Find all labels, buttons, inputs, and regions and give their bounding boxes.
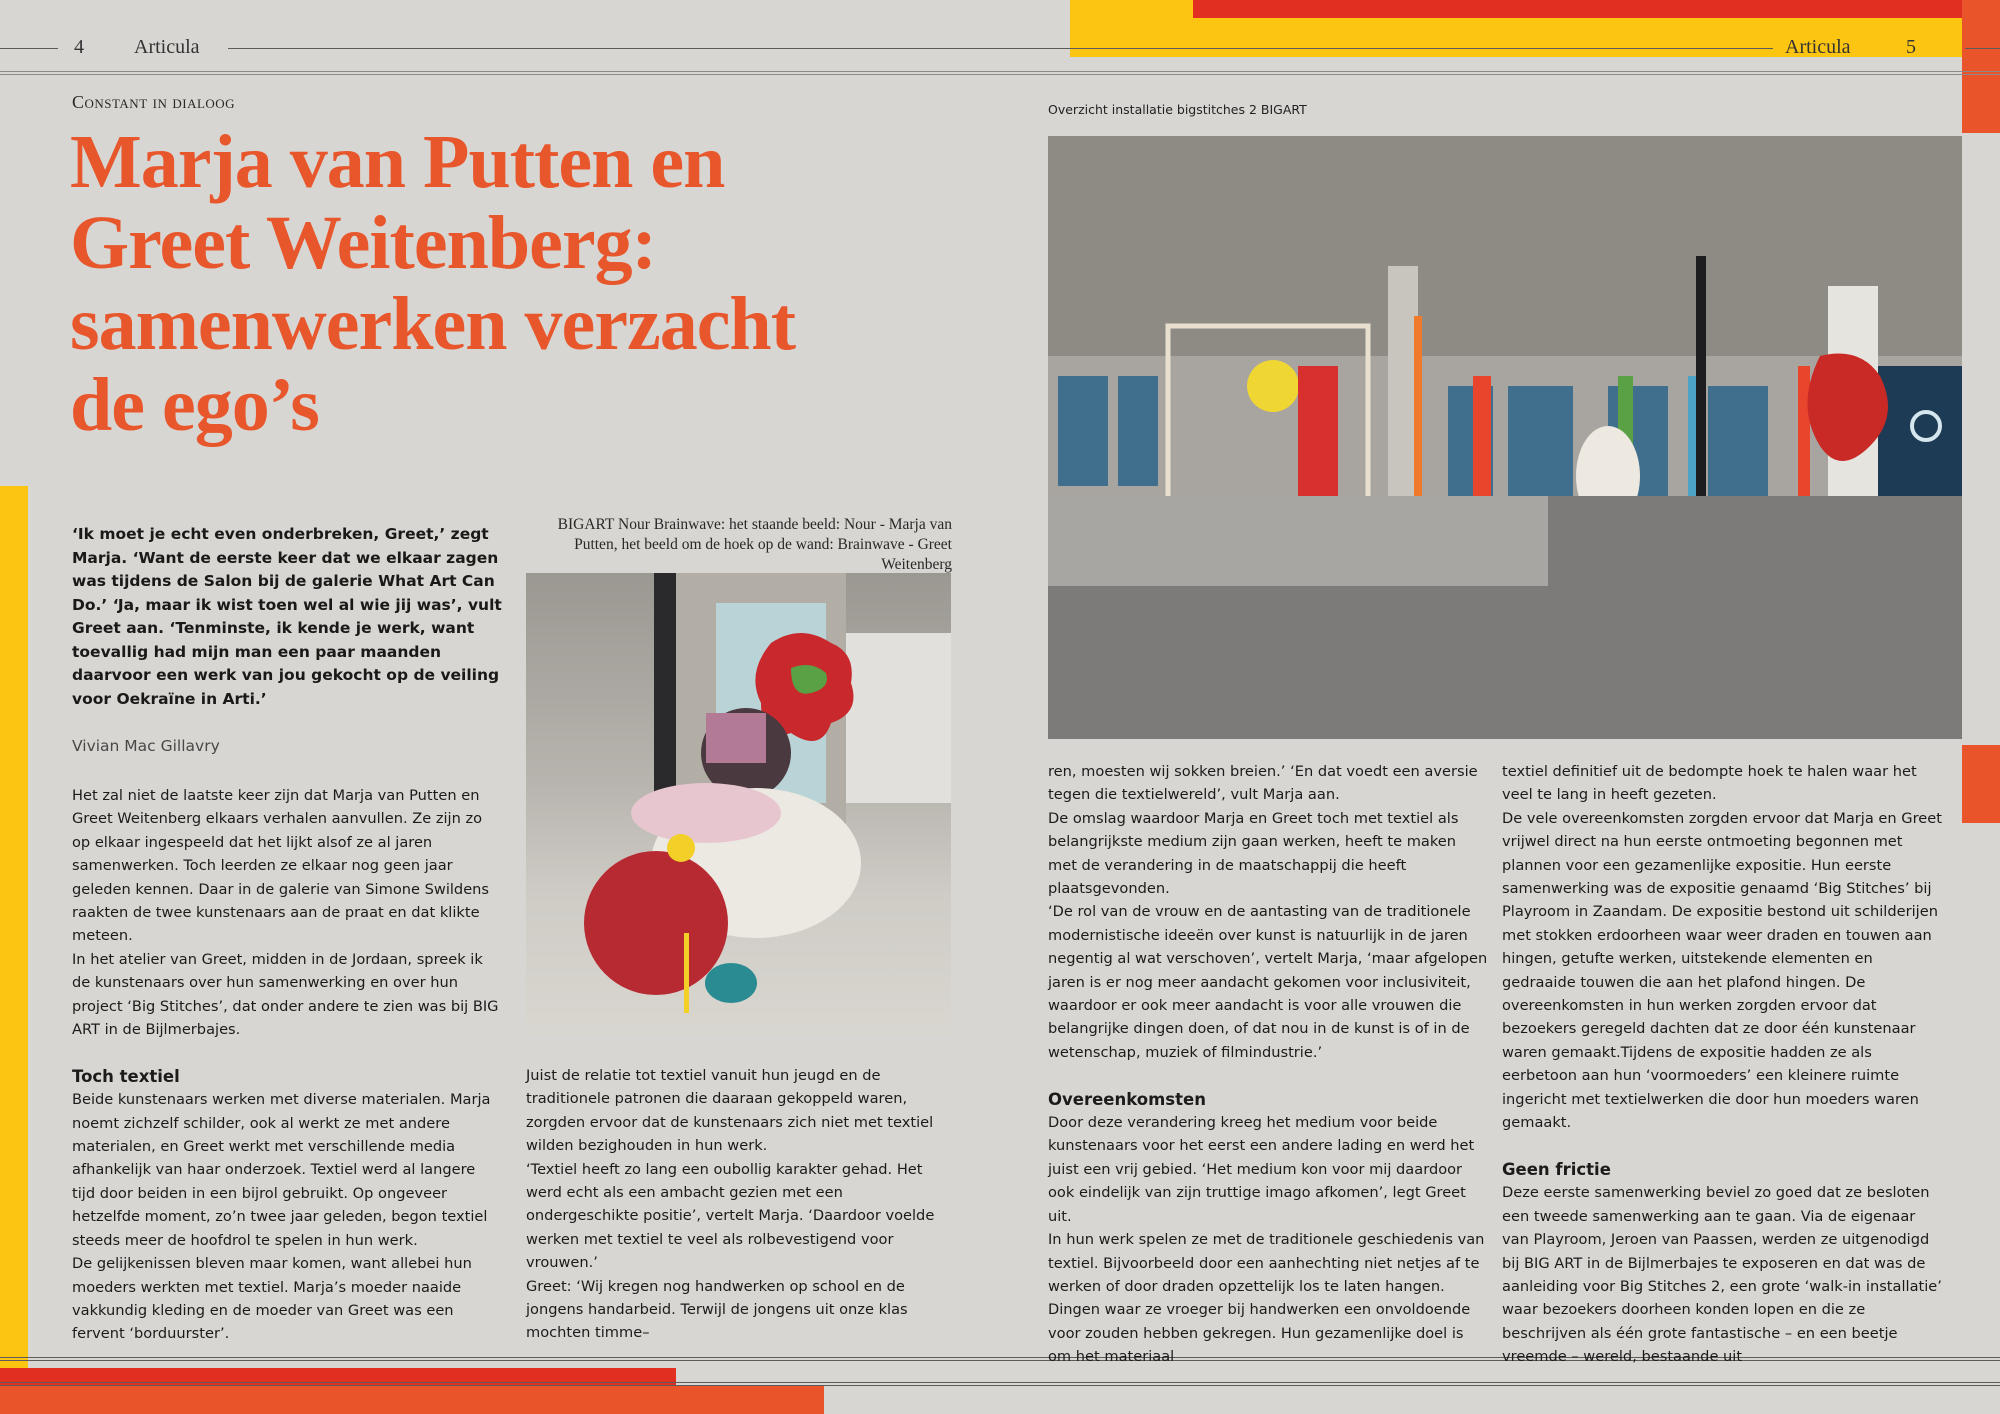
sculpture-photo <box>526 573 951 1035</box>
headline-line: de ego’s <box>70 363 319 447</box>
right-magazine-name: Articula <box>1785 36 1851 58</box>
header-rule <box>0 48 58 49</box>
article-intro: ‘Ik moet je echt even onderbreken, Greet,’ zegt Marja. ‘Want de eerste keer dat we elkaar zagen was tijdens de Salon bij de galerie What Art Can Do.’ ‘Ja, maar ik wist toen wel al wie jij was’, vult Greet aan. ‘Tenminste, ik kende je werk, want toevallig had mijn man een paar maanden daarvoor een werk van jou gekocht op de veiling voor Oekraïne in Arti.’ <box>72 525 502 708</box>
decorative-yellow-bar-left <box>0 486 28 1370</box>
header-rule <box>1965 48 2000 49</box>
header-divider <box>0 74 2000 75</box>
headline-line: Marja van Putten en <box>70 120 725 204</box>
decorative-red-bar-top <box>1193 0 1962 18</box>
paragraph: textiel definitief uit de bedompte hoek te halen waar het veel te lang in heeft gezeten. <box>1502 763 1917 804</box>
subheading-overeenkomsten: Overeenkomsten <box>1048 1089 1206 1109</box>
left-magazine-name: Articula <box>134 36 200 58</box>
paragraph: ren, moesten wij sokken breien.’ ‘En dat voedt een aversie tegen die textielwereld’, vult Marja aan. <box>1048 763 1478 804</box>
text-column-1 <box>72 784 502 1346</box>
decorative-orange-bar-bottom <box>0 1386 824 1414</box>
article-headline <box>70 122 970 446</box>
paragraph: De omslag waardoor Marja en Greet toch met textiel als belangrijkste medium zijn gaan werken, heeft te maken met de verandering in de maatschappij die heeft plaatsgevonden. <box>1048 809 1459 898</box>
paragraph: Juist de relatie tot textiel vanuit hun jeugd en de traditionele patronen die daaraan gekoppeld waren, zorgden ervoor dat de kunstenaars zich niet met textiel wilden bezighouden in hun werk. <box>526 1067 934 1155</box>
paragraph: ‘De rol van de vrouw en de aantasting van de traditionele modernistische ideeën over kunst is natuurlijk in de jaren negentig al wat verschoven’, vertelt Marja, ‘maar afgelopen jaren is er nog meer aandacht gekomen voor inclusiviteit, waardoor er ook meer aandacht is voor alle vrouwen die belangrijke dingen doen, of dat nou in de kunst is of in de wetenschap, muziek of filmindustrie.’ <box>1048 903 1488 1061</box>
headline-line: Greet Weitenberg: <box>70 201 656 285</box>
paragraph: Beide kunstenaars werken met diverse materialen. Marja noemt zichzelf schilder, ook al werkt ze met andere materialen, en Greet werkt met verschillende media afhankelijk van haar onderzoek. Textiel werd al langere tijd door beiden in een bijrol gebruikt. Op ongeveer hetzelfde moment, zo’n twee jaar geleden, begon textiel steeds meer de hoofdrol te spelen in hun werk. <box>72 1091 491 1249</box>
paragraph: In het atelier van Greet, midden in de Jordaan, spreek ik de kunstenaars over hun samenwerking en over hun project ‘Big Stitches’, dat onder andere te zien was bij BIG ART in de Bijlmerbajes. <box>72 950 499 1039</box>
installation-photo-illustration <box>1048 136 1962 739</box>
sculpture-photo-illustration <box>526 573 951 1035</box>
paragraph: De gelijkenissen bleven maar komen, want allebei hun moeders werkten met textiel. Marja’s moeder naaide vakkundig kleding en de moeder van Greet was een fervent ‘borduurster’. <box>72 1255 472 1343</box>
paragraph: Greet: ‘Wij kregen nog handwerken op school en de jongens handarbeid. Terwijl de jongens uit onze klas mochten timme– <box>526 1277 908 1342</box>
header-rule <box>228 48 1773 49</box>
right-page-number: 5 <box>1906 36 1916 58</box>
headline-line: samenwerken verzacht <box>70 282 796 366</box>
subheading-geen-frictie: Geen frictie <box>1502 1159 1611 1179</box>
text-column-3 <box>1048 760 1488 1369</box>
footer-rule <box>0 1382 2000 1383</box>
paragraph: Deze eerste samenwerking beviel zo goed dat ze besloten een tweede samenwerking aan te gaan. Via de eigenaar van Playroom, Jeroen van Paassen, werden ze uitgenodigd bij BIG ART in de Bijlmerbajes te exposeren en dat was de aanleiding voor Big Stitches 2, een grote ‘walk-in installatie’ waar bezoekers doorheen konden lopen en die ze beschrijven als één grote fantastische – en een beetje vreemde – wereld, bestaande uit <box>1502 1184 1942 1366</box>
installation-photo <box>1048 136 1962 739</box>
sculpture-photo-caption: BIGART Nour Brainwave: het staande beeld: Nour - Marja van Putten, het beeld om de hoek op de wand: Brainwave - Greet Weitenberg <box>557 516 952 573</box>
header-divider <box>0 71 2000 72</box>
paragraph: In hun werk spelen ze met de traditionele geschiedenis van textiel. Bijvoorbeeld door een aanhechting niet netjes af te werken of door draden opzettelijk los te laten hangen. Dingen waar ze vroeger bij handwerken een onvoldoende voor zouden hebben gekregen. Hun gezamenlijke doel is om het materiaal <box>1048 1231 1485 1366</box>
text-column-4 <box>1502 760 1944 1369</box>
section-kicker: Constant in dialoog <box>72 92 236 112</box>
text-column-2 <box>526 1064 956 1345</box>
paragraph: De vele overeenkomsten zorgden ervoor dat Marja en Greet vrijwel direct na hun eerste ontmoeting begonnen met plannen voor een gezamenlijke expositie. Hun eerste samenwerking was de expositie genaamd ‘Big Stitches’ bij Playroom in Zaandam. De expositie bestond uit schilderijen met stokken erdoorheen waar weer draden en touwen aan hingen, getufte werken, uitstekende elementen en gedraaide touwen die aan het plafond hingen. De overeenkomsten in hun werken zorgden ervoor dat bezoekers geregeld dachten dat ze door één kunstenaar waren gemaakt.Tijdens de expositie hadden ze als eerbetoon aan hun ‘voormoeders’ een kleinere ruimte ingericht met textielwerken die door hun moeders waren gemaakt. <box>1502 809 1942 1132</box>
decorative-orange-block-right-top <box>1962 0 2000 133</box>
paragraph: ‘Textiel heeft zo lang een oubollig karakter gehad. Het werd echt als een ambacht gezien met een ondergeschikte positie’, vertelt Marja. ‘Daardoor voelde werken met textiel te veel als rolbevestigend voor vrouwen.’ <box>526 1160 935 1272</box>
installation-photo-caption: Overzicht installatie bigstitches 2 BIGART <box>1048 102 1307 117</box>
left-page-number: 4 <box>74 36 84 58</box>
author-byline: Vivian Mac Gillavry <box>72 737 220 755</box>
decorative-orange-block-right-mid <box>1962 745 2000 823</box>
subheading-toch-textiel: Toch textiel <box>72 1066 180 1086</box>
paragraph: Het zal niet de laatste keer zijn dat Marja van Putten en Greet Weitenberg elkaars verhalen aanvullen. Ze zijn zo op elkaar ingespeeld dat het lijkt alsof ze al jaren samenwerken. Toch leerden ze elkaar nog geen jaar geleden kennen. Daar in de galerie van Simone Swildens raakten de twee kunstenaars aan de praat en dat klikte meteen. <box>72 787 490 945</box>
paragraph: Door deze verandering kreeg het medium voor beide kunstenaars voor het eerst een andere lading en werd het juist een vrij gebied. ‘Het medium kon voor mij daardoor ook eindelijk van zijn truttige imago afkomen’, legt Greet uit. <box>1048 1114 1475 1225</box>
footer-rule <box>0 1385 2000 1386</box>
